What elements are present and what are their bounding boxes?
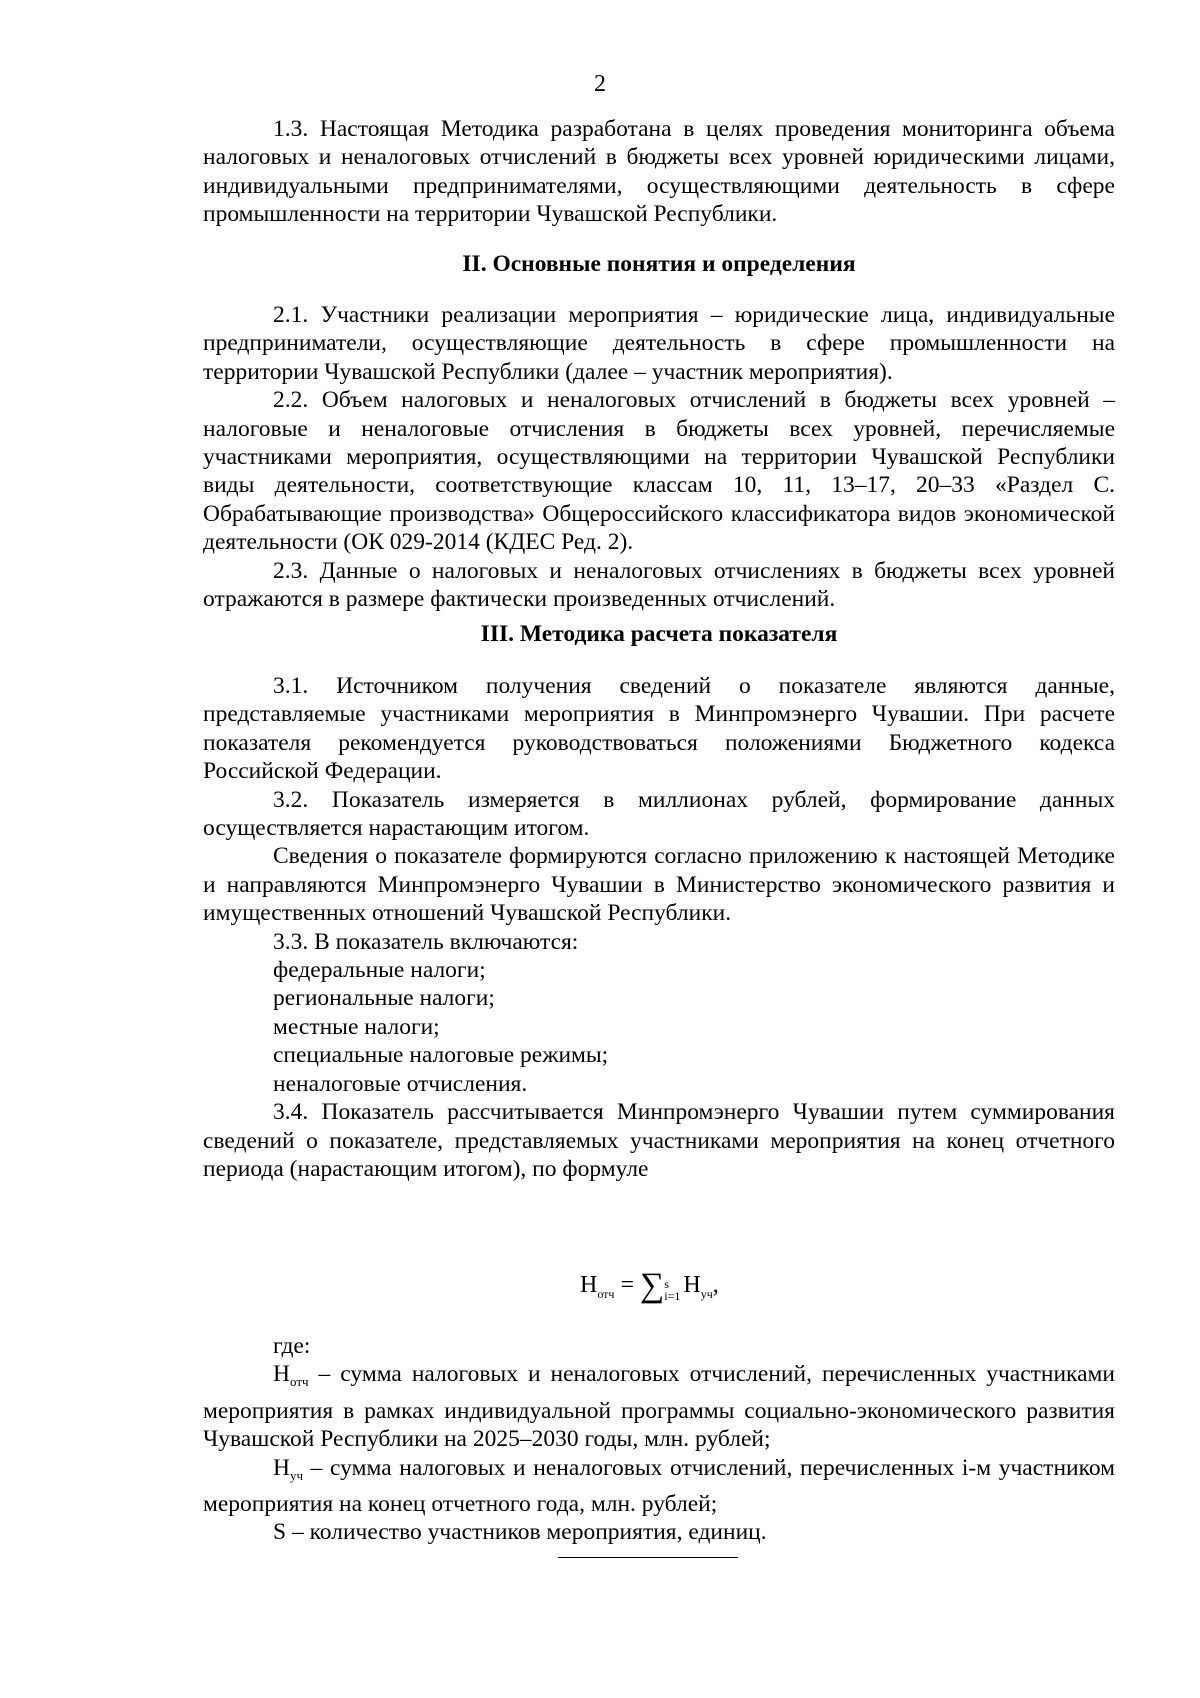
definition-s: S – количество участников мероприятия, единиц. — [273, 1519, 767, 1546]
formula-rhs: Н — [683, 1272, 701, 1298]
list-item-non-tax-deductions: неналоговые отчисления. — [273, 1070, 528, 1097]
section-2-heading: II. Основные понятия и определения — [462, 251, 856, 277]
sum-sign-icon: ∑ — [640, 1267, 665, 1304]
section-3-heading: III. Методика расчета показателя — [480, 621, 838, 647]
paragraph-3-1: 3.1. Источником получения сведений о показателе являются данные, представляемые участниками мероприятия в Минпромэнерго Чувашии. При расчете показателя рекомендуется руководствоваться положениями Бюджетного кодекса Российской Федерации. — [203, 673, 1115, 785]
formula-tail: , — [712, 1272, 719, 1298]
list-item-regional-taxes: региональные налоги; — [273, 985, 495, 1012]
end-divider-line — [558, 1557, 738, 1558]
formula-rhs-subscript: уч — [700, 1287, 713, 1301]
definition-h-otch-subscript: отч — [289, 1374, 309, 1390]
definition-h-otch-text: – сумма налоговых и неналоговых отчислений, перечисленных участниками мероприятия в рамках индивидуальной программы социально-экономического развития Чувашской Республики на 2025–2030 годы, млн. рублей; — [203, 1361, 1115, 1453]
definition-h-otch-symbol: Н — [273, 1361, 290, 1388]
list-item-local-taxes: местные налоги; — [273, 1013, 440, 1040]
paragraph-1-3: 1.3. Настоящая Методика разработана в целях проведения мониторинга объема налоговых и неналоговых отчислений в бюджеты всех уровней юридическими лицами, индивидуальными предпринимателями, осуществляющими деятельность в сфере промышленности на территории Чувашской Республики. — [203, 116, 1115, 228]
page-number: 2 — [594, 71, 606, 97]
paragraph-3-2: 3.2. Показатель измеряется в миллионах рублей, формирование данных осуществляется нарастающим итогом. — [203, 786, 1115, 842]
definition-h-otch — [203, 1360, 1115, 1453]
paragraph-3-2-info: Сведения о показателе формируются согласно приложению к настоящей Методике и направляются Минпромэнерго Чувашии в Министерство экономического развития и имущественных отношений Чувашской Республики. — [203, 843, 1115, 927]
definition-h-uch-text: – сумма налоговых и неналоговых отчислений, перечисленных i-м участником мероприятия на конец отчетного года, млн. рублей; — [203, 1454, 1115, 1518]
definition-h-uch-subscript: уч — [289, 1467, 304, 1483]
summation-formula — [580, 1267, 719, 1309]
paragraph-2-2: 2.2. Объем налоговых и неналоговых отчислений в бюджеты всех уровней – налоговые и неналоговые отчисления в бюджеты всех уровней, перечисляемые участниками мероприятия, осуществляющими на территории Чувашской Республики виды деятельности, соответствующие классам 10, 11, 13–17, 20–33 «Раздел С. Обрабатывающие производства» Общероссийского классификатора видов экономической деятельности (ОК 029-2014 (КДЕС Ред. 2). — [203, 387, 1115, 556]
list-item-special-tax-regimes: специальные налоговые режимы; — [273, 1042, 609, 1069]
sum-limits — [664, 1278, 680, 1302]
where-label: где: — [273, 1333, 311, 1359]
paragraph-2-3: 2.3. Данные о налоговых и неналоговых отчислениях в бюджеты всех уровней отражаются в размере фактически произведенных отчислений. — [203, 557, 1115, 613]
formula-lhs-subscript: отч — [597, 1287, 615, 1301]
section-3-body — [203, 672, 1115, 1183]
paragraph-3-4: 3.4. Показатель рассчитывается Минпромэнерго Чувашии путем суммирования сведений о показателе, представляемых участниками мероприятия на конец отчетного периода (нарастающим итогом), по формуле — [203, 1099, 1115, 1182]
definition-h-uch-symbol: Н — [273, 1454, 290, 1481]
list-item-federal-taxes: федеральные налоги; — [273, 957, 486, 984]
section-2-body — [203, 301, 1115, 613]
formula-equals: = — [620, 1272, 635, 1298]
sum-upper-limit: s — [664, 1277, 669, 1291]
formula-lhs: Н — [580, 1272, 598, 1298]
definitions-block — [203, 1332, 1115, 1547]
paragraph-2-1: 2.1. Участники реализации мероприятия – юридические лица, индивидуальные предприниматели, осуществляющие деятельность в сфере промышленности на территории Чувашской Республики (далее – участник мероприятия). — [203, 302, 1115, 385]
paragraph-3-3: 3.3. В показатель включаются: — [273, 928, 579, 955]
definition-h-uch — [203, 1454, 1115, 1519]
paragraph-1-3-block — [203, 115, 1115, 229]
sum-lower-limit: i=1 — [664, 1289, 681, 1303]
